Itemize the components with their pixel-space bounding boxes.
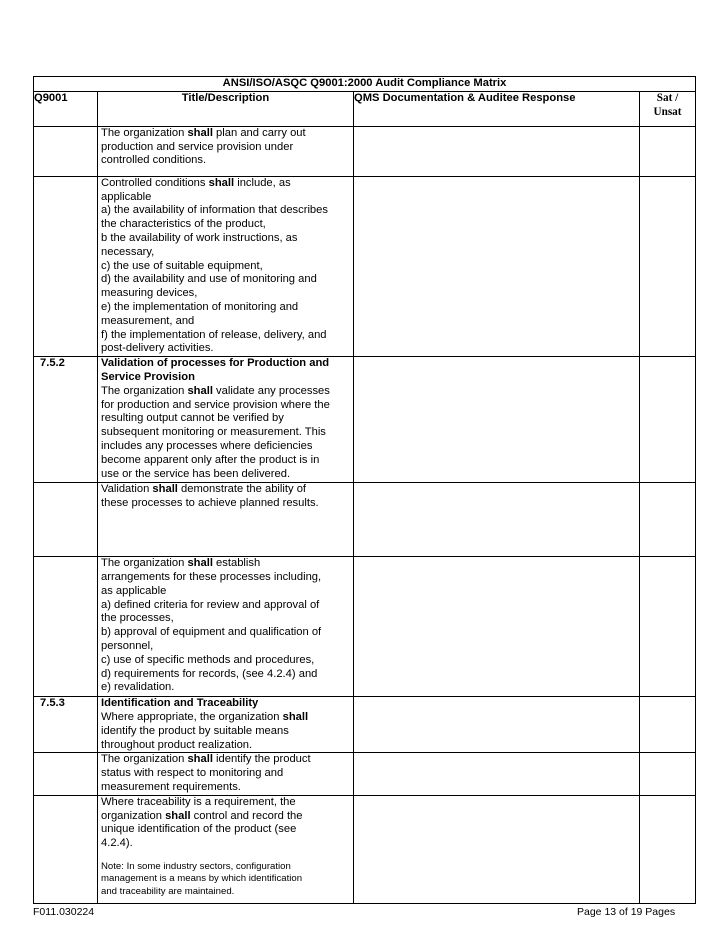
auditee-response-cell[interactable] <box>354 483 640 557</box>
header-q9001: Q9001 <box>34 91 98 126</box>
clause-description <box>98 795 354 903</box>
auditee-response-cell[interactable] <box>354 697 640 753</box>
sat-unsat-cell[interactable] <box>640 357 696 483</box>
clause-number: 7.5.3 <box>34 697 98 753</box>
table-row <box>34 557 696 697</box>
requirement-text: The organization shall identify the product status with respect to monitoring and measurement requirements. <box>101 753 311 793</box>
auditee-response-cell[interactable] <box>354 126 640 176</box>
requirement-text: Controlled conditions shall include, as applicable a) the availability of information that describes the characteristics of the product, b the availability of work instructions, as necessary, c) the use of suitable equipment, d) the availability and use of monitoring and measuring devices, e) the implementation of monitoring and measurement, and f) the implementation of release, delivery, and post-delivery activities. <box>101 176 328 355</box>
auditee-response-cell[interactable] <box>354 557 640 697</box>
sat-unsat-cell[interactable] <box>640 126 696 176</box>
clause-number: 7.5.2 <box>34 357 98 483</box>
requirement-text: The organization shall establish arrangements for these processes including, as applicable a) defined criteria for review and approval of the processes, b) approval of equipment and qualification of personnel, c) use of specific methods and procedures, d) requirements for records, (see 4.2.4) and e) revalidation. <box>101 557 322 694</box>
table-row <box>34 357 696 483</box>
auditee-response-cell[interactable] <box>354 176 640 356</box>
clause-number <box>34 176 98 356</box>
page-number: Page 13 of 19 Pages <box>577 906 676 918</box>
clause-description <box>98 753 354 795</box>
sat-unsat-cell[interactable] <box>640 483 696 557</box>
section-heading: Validation of processes for Production and Service Provision <box>101 357 330 383</box>
header-sat-unsat: Sat / Unsat <box>640 91 696 126</box>
clause-description <box>98 357 354 483</box>
auditee-response-cell[interactable] <box>354 795 640 903</box>
table-row <box>34 753 696 795</box>
sat-unsat-cell[interactable] <box>640 753 696 795</box>
table-row <box>34 697 696 753</box>
section-heading: Identification and Traceability <box>101 697 259 710</box>
auditee-response-cell[interactable] <box>354 357 640 483</box>
table-row <box>34 126 696 176</box>
requirement-text: The organization shall validate any processes for production and service provision where the resulting output cannot be verified by subsequent monitoring or measurement. This includes any processes where deficiencies become apparent only after the product is in use or the service has been delivered. <box>101 384 330 480</box>
clause-number <box>34 126 98 176</box>
auditee-response-cell[interactable] <box>354 753 640 795</box>
clause-number <box>34 795 98 903</box>
table-row <box>34 483 696 557</box>
clause-number <box>34 557 98 697</box>
requirement-text: The organization shall plan and carry out production and service provision under controlled conditions. <box>101 126 306 167</box>
sat-unsat-cell[interactable] <box>640 557 696 697</box>
table-row <box>34 795 696 903</box>
sat-unsat-cell[interactable] <box>640 176 696 356</box>
clause-description <box>98 483 354 557</box>
header-qms-response: QMS Documentation & Auditee Response <box>354 91 640 126</box>
sat-unsat-cell[interactable] <box>640 697 696 753</box>
audit-compliance-matrix <box>33 76 696 904</box>
requirement-note: Note: In some industry sectors, configuration management is a means by which identification and traceability are maintained. <box>101 860 303 897</box>
clause-number <box>34 483 98 557</box>
clause-description <box>98 557 354 697</box>
clause-description <box>98 697 354 753</box>
table-row <box>34 176 696 356</box>
requirement-text: Validation shall demonstrate the ability of these processes to achieve planned results. <box>101 483 319 509</box>
requirement-text: Where traceability is a requirement, the organization shall control and record the unique identification of the product (see 4.2.4). <box>101 795 303 850</box>
clause-description <box>98 126 354 176</box>
clause-number <box>34 753 98 795</box>
form-id: F011.030224 <box>33 906 95 918</box>
requirement-text: Where appropriate, the organization shall identify the product by suitable means throughout product realization. <box>101 710 309 751</box>
sat-unsat-cell[interactable] <box>640 795 696 903</box>
matrix-title: ANSI/ISO/ASQC Q9001:2000 Audit Compliance Matrix <box>34 77 696 92</box>
header-title-description: Title/Description <box>98 91 354 126</box>
clause-description <box>98 176 354 356</box>
